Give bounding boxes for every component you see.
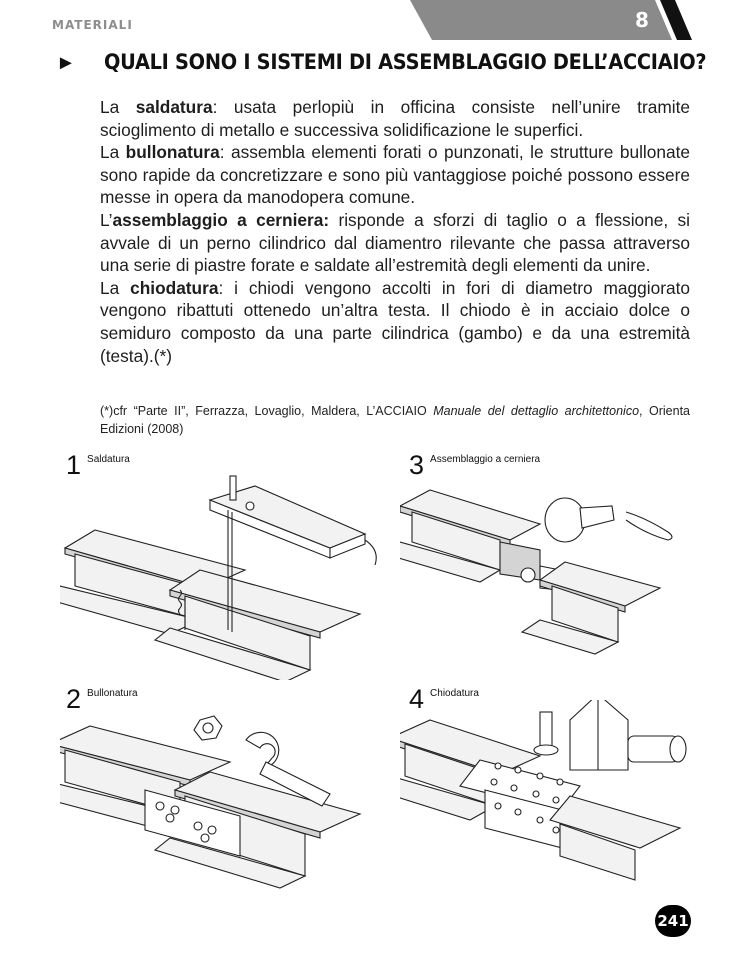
paragraph-chiodatura bbox=[100, 277, 690, 367]
welding-illustration bbox=[60, 470, 380, 680]
figure-number: 4 bbox=[409, 684, 425, 714]
figure-caption: Saldatura bbox=[87, 454, 130, 465]
term-prefix: La bbox=[100, 277, 131, 298]
term-prefix: La bbox=[100, 97, 136, 117]
section-label: MATERIALI bbox=[52, 18, 133, 32]
hinge-illustration bbox=[400, 470, 700, 680]
term: assemblaggio a cerniera: bbox=[112, 209, 330, 230]
body-text bbox=[100, 96, 690, 367]
figure-number: 2 bbox=[66, 684, 82, 714]
page-number-badge: 241 bbox=[655, 905, 691, 937]
footnote bbox=[100, 402, 690, 438]
term: bullonatura bbox=[125, 142, 220, 163]
term: chiodatura bbox=[130, 277, 219, 298]
page-title: QUALI SONO I SISTEMI DI ASSEMBLAGGIO DELL’ACCIAIO? bbox=[104, 50, 707, 74]
term: saldatura bbox=[135, 97, 213, 117]
figure-caption: Assemblaggio a cerniera bbox=[430, 454, 541, 465]
figure-number: 3 bbox=[409, 450, 425, 480]
figure-caption: Chiodatura bbox=[430, 688, 479, 699]
paragraph-cerniera bbox=[100, 209, 690, 277]
paragraph-text: : usata perlopiù in officina consiste nell’unire tramite scioglimento di metallo e successiva solidificazione le superfici. bbox=[100, 97, 690, 140]
chapter-number: 8 bbox=[635, 8, 649, 32]
figure-caption: Bullonatura bbox=[87, 688, 138, 699]
bolting-illustration bbox=[60, 706, 380, 906]
paragraph-saldatura bbox=[100, 96, 690, 141]
paragraph-bullonatura bbox=[100, 141, 690, 209]
footnote-book-title: Manuale del dettaglio architettonico bbox=[433, 404, 640, 418]
footnote-prefix: (*)cfr “Parte II”, Ferrazza, Lovaglio, Maldera, L’ACCIAIO bbox=[100, 404, 434, 418]
paragraph-text: : assembla elementi forati o punzonati, le strutture bullonate sono rapide da concretizzare e sono più vantaggiose poiché possono essere messe in opera da manodopera comune. bbox=[100, 142, 690, 208]
footnote-suffix: , Orienta Edizioni (2008) bbox=[100, 404, 691, 436]
riveting-illustration bbox=[400, 700, 700, 900]
arrow-icon: ► bbox=[56, 52, 76, 74]
paragraph-text: : i chiodi vengono accolti in fori di diametro maggiorato vengono ribattuti ottenedo un’altra testa. Il chiodo è in acciaio dolce o semiduro composto da una parte cilindrica (gambo) e da una estremità (testa).(*) bbox=[100, 277, 690, 366]
term-prefix: L’ bbox=[100, 209, 113, 230]
term-prefix: La bbox=[100, 142, 126, 163]
paragraph-text: risponde a sforzi di taglio o a flessione, si avvale di un perno cilindrico dal diamentro rilevante che passa attraverso una serie di piastre forate e saldate all’estremità degli elementi da unire. bbox=[100, 209, 691, 276]
figure-number: 1 bbox=[66, 450, 82, 480]
